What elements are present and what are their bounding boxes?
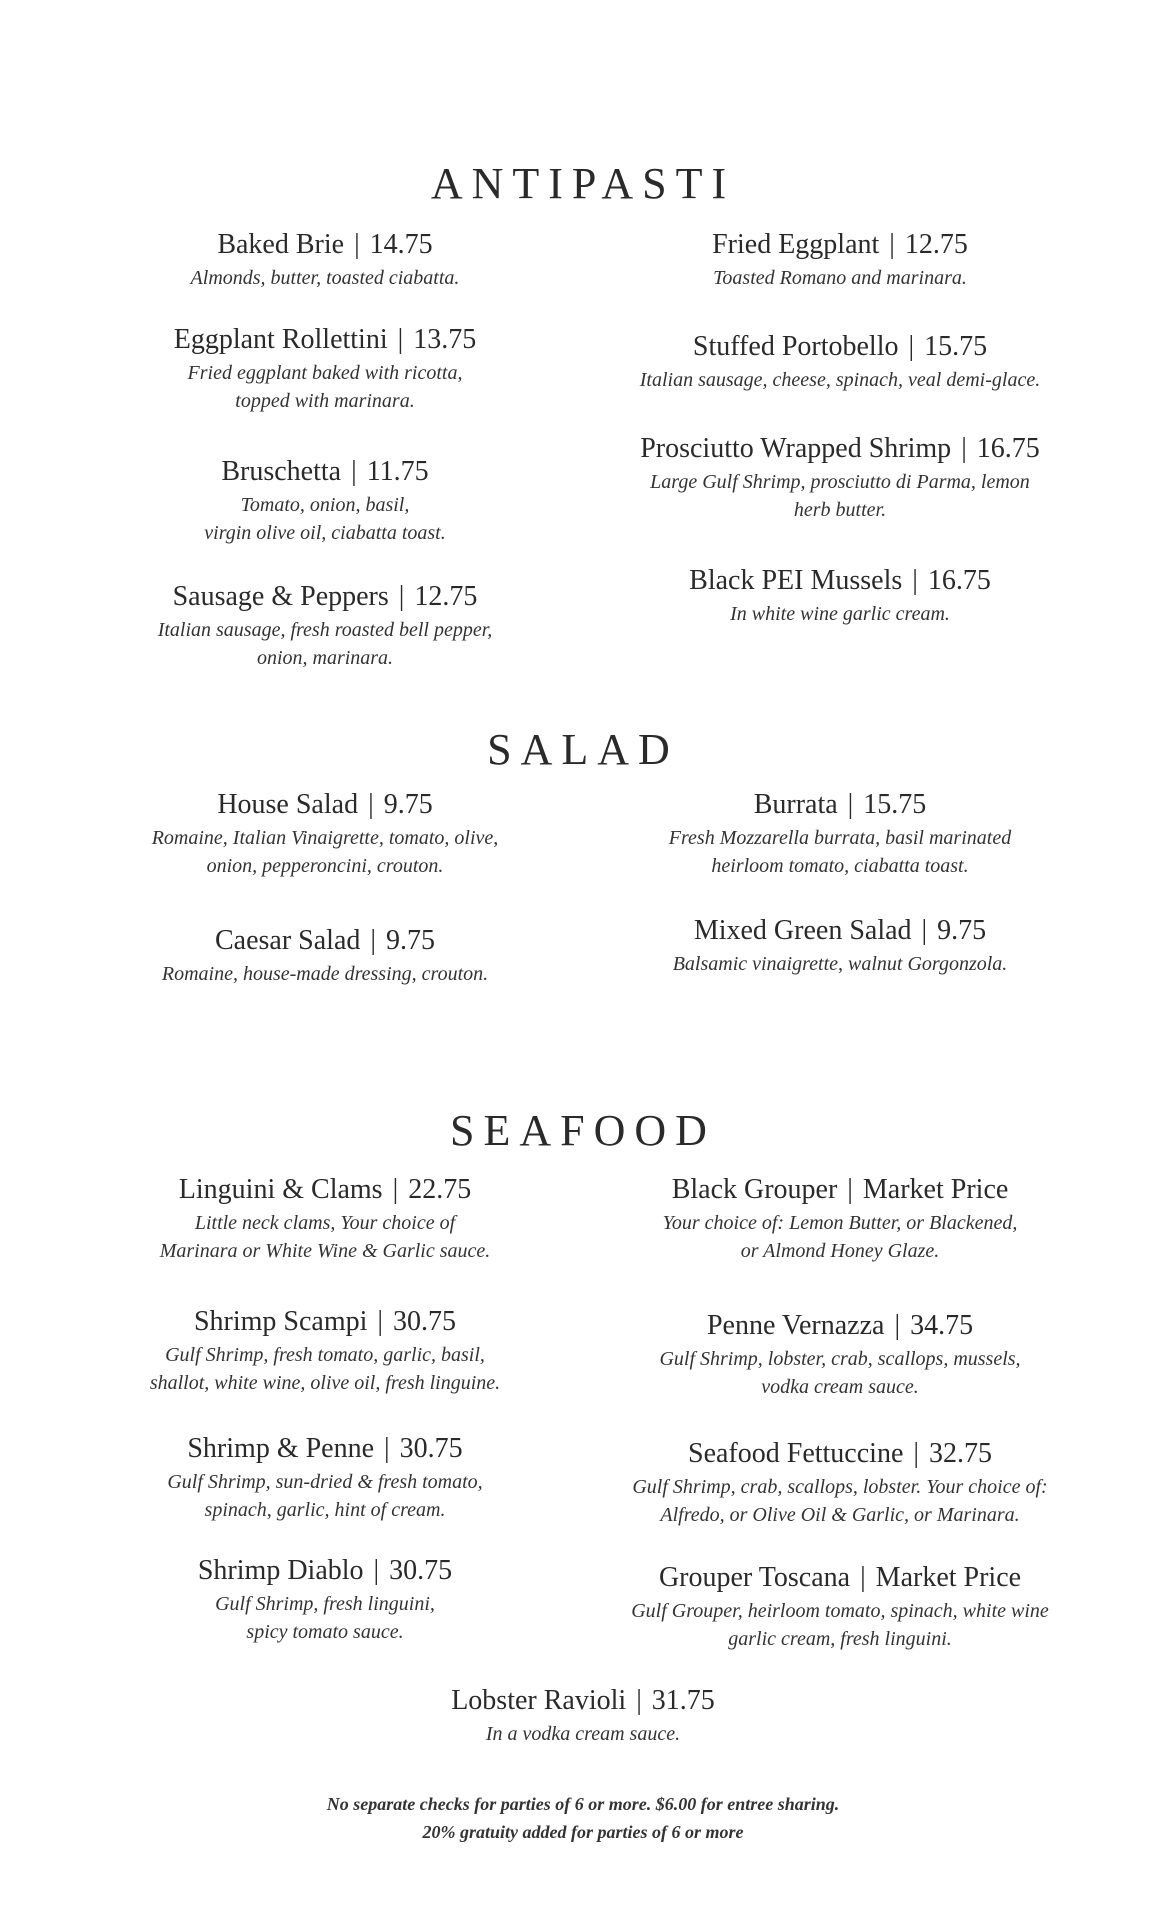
item-price: Market Price — [875, 1562, 1022, 1593]
menu-item — [100, 788, 550, 880]
item-description: Large Gulf Shrimp, prosciutto di Parma, lemon herb butter. — [650, 471, 1030, 521]
footer-line-1: No separate checks for parties of 6 or more. $6.00 for entree sharing. — [326, 1794, 840, 1814]
item-price: 34.75 — [910, 1310, 974, 1341]
menu-item — [600, 914, 1080, 978]
item-name: Sausage & Peppers — [172, 581, 389, 612]
price-separator: | — [912, 565, 918, 596]
item-name: Lobster Ravioli — [451, 1685, 627, 1716]
price-separator: | — [392, 1174, 399, 1205]
price-separator: | — [368, 789, 374, 820]
menu-item — [333, 1684, 833, 1748]
item-name: Bruschetta — [221, 456, 342, 487]
item-name: Black Grouper — [671, 1174, 838, 1205]
item-name-line — [100, 455, 550, 489]
item-name-line — [600, 330, 1080, 364]
price-separator: | — [370, 925, 376, 956]
item-description: Gulf Shrimp, fresh linguini, spicy tomato sauce. — [215, 1593, 435, 1643]
item-name-line — [600, 564, 1080, 598]
item-description: Italian sausage, fresh roasted bell pepper, onion, marinara. — [157, 619, 493, 669]
item-name: Caesar Salad — [215, 925, 361, 956]
menu-item — [600, 788, 1080, 880]
item-name-line — [333, 1684, 833, 1718]
menu-item — [600, 564, 1080, 628]
item-name-line — [600, 1437, 1080, 1471]
item-name-line — [600, 228, 1080, 262]
item-description: In a vodka cream sauce. — [485, 1723, 681, 1745]
menu-item — [600, 1561, 1080, 1653]
item-name-line — [100, 1173, 550, 1207]
item-description: Gulf Shrimp, sun-dried & fresh tomato, spinach, garlic, hint of cream. — [167, 1471, 483, 1521]
item-name: Eggplant Rollettini — [173, 324, 388, 355]
item-price: 9.75 — [383, 789, 433, 820]
item-price: 32.75 — [928, 1438, 992, 1469]
item-name: Stuffed Portobello — [692, 331, 899, 362]
item-name: Mixed Green Salad — [693, 915, 912, 946]
item-description: Fresh Mozzarella burrata, basil marinated heirloom tomato, ciabatta toast. — [668, 827, 1012, 877]
footer-note — [0, 1790, 1166, 1846]
item-name: Shrimp Diablo — [197, 1555, 364, 1586]
price-separator: | — [373, 1555, 380, 1586]
item-name-line — [100, 788, 550, 822]
item-name: Penne Vernazza — [706, 1310, 885, 1341]
item-name: Burrata — [753, 789, 838, 820]
price-separator: | — [894, 1310, 901, 1341]
item-name: Seafood Fettuccine — [688, 1438, 904, 1469]
menu-item — [600, 1437, 1080, 1529]
item-name-line — [100, 924, 550, 958]
item-price: 12.75 — [904, 229, 968, 260]
section-title-salad: SALAD — [487, 725, 679, 774]
price-separator: | — [860, 1562, 866, 1593]
item-description: Almonds, butter, toasted ciabatta. — [190, 267, 460, 289]
menu-item — [600, 1173, 1080, 1265]
item-description: Gulf Shrimp, fresh tomato, garlic, basil, shallot, white wine, olive oil, fresh linguine. — [149, 1344, 501, 1394]
item-description: Romaine, Italian Vinaigrette, tomato, olive, onion, pepperoncini, crouton. — [151, 827, 499, 877]
item-price: 15.75 — [924, 331, 988, 362]
menu-item — [100, 1554, 550, 1646]
item-name-line — [600, 1309, 1080, 1343]
price-separator: | — [636, 1685, 642, 1716]
item-name: Linguini & Clams — [178, 1174, 383, 1205]
item-name-line — [600, 1561, 1080, 1595]
item-name: Baked Brie — [217, 229, 345, 260]
item-price: 13.75 — [413, 324, 477, 355]
item-description: Italian sausage, cheese, spinach, veal demi-glace. — [639, 369, 1041, 391]
menu-item — [100, 1173, 550, 1265]
price-separator: | — [889, 229, 895, 260]
item-price: 31.75 — [651, 1685, 715, 1716]
item-description: Gulf Grouper, heirloom tomato, spinach, white wine garlic cream, fresh linguini. — [631, 1600, 1049, 1650]
menu-item — [600, 1309, 1080, 1401]
item-price: 30.75 — [389, 1555, 453, 1586]
price-separator: | — [908, 331, 915, 362]
price-separator: | — [961, 433, 967, 464]
item-name-line — [100, 1305, 550, 1339]
item-price: Market Price — [862, 1174, 1009, 1205]
item-name-line — [600, 914, 1080, 948]
price-separator: | — [397, 324, 404, 355]
menu-item — [100, 323, 550, 415]
item-price: 30.75 — [393, 1306, 457, 1337]
item-name-line — [100, 1432, 550, 1466]
item-price: 14.75 — [369, 229, 433, 260]
item-name: Shrimp Scampi — [193, 1306, 368, 1337]
price-separator: | — [847, 1174, 853, 1205]
item-name-line — [100, 1554, 550, 1588]
menu-item — [100, 455, 550, 547]
item-description: Gulf Shrimp, lobster, crab, scallops, mussels, vodka cream sauce. — [659, 1348, 1021, 1398]
menu-item — [600, 228, 1080, 292]
item-name: Prosciutto Wrapped Shrimp — [640, 433, 952, 464]
item-name: Black PEI Mussels — [689, 565, 903, 596]
section-title-antipasti: ANTIPASTI — [430, 159, 736, 208]
menu-item — [100, 580, 550, 672]
menu-item — [600, 432, 1080, 524]
item-name-line — [600, 432, 1080, 466]
menu-item — [100, 228, 550, 292]
item-price: 9.75 — [386, 925, 435, 956]
menu-item — [100, 1305, 550, 1397]
item-name: Shrimp & Penne — [187, 1433, 375, 1464]
item-price: 11.75 — [366, 456, 429, 487]
item-price: 16.75 — [927, 565, 991, 596]
menu-item — [100, 924, 550, 988]
item-name-line — [100, 580, 550, 614]
item-description: Toasted Romano and marinara. — [713, 267, 967, 289]
item-description: Tomato, onion, basil, virgin olive oil, ciabatta toast. — [204, 494, 446, 544]
price-separator: | — [913, 1438, 919, 1469]
item-price: 15.75 — [863, 789, 927, 820]
item-name: House Salad — [217, 789, 359, 820]
item-price: 30.75 — [399, 1433, 463, 1464]
item-name: Grouper Toscana — [658, 1562, 851, 1593]
price-separator: | — [398, 581, 405, 612]
item-name-line — [600, 1173, 1080, 1207]
price-separator: | — [377, 1306, 384, 1337]
item-name-line — [100, 323, 550, 357]
item-description: Little neck clams, Your choice of Marinara or White Wine & Garlic sauce. — [159, 1212, 491, 1262]
item-price: 16.75 — [976, 433, 1040, 464]
item-description: Gulf Shrimp, crab, scallops, lobster. Your choice of: Alfredo, or Olive Oil & Garlic, or Marinara. — [632, 1476, 1048, 1526]
price-separator: | — [354, 229, 360, 260]
item-price: 9.75 — [937, 915, 987, 946]
item-name-line — [100, 228, 550, 262]
item-description: Romaine, house-made dressing, crouton. — [161, 963, 489, 985]
item-description: In white wine garlic cream. — [730, 603, 950, 625]
menu-item — [100, 1432, 550, 1524]
section-title-seafood: SEAFOOD — [450, 1106, 716, 1155]
item-name: Fried Eggplant — [712, 229, 880, 260]
item-price: 22.75 — [408, 1174, 472, 1205]
item-description: Your choice of: Lemon Butter, or Blackened, or Almond Honey Glaze. — [662, 1212, 1018, 1262]
price-separator: | — [921, 915, 928, 946]
item-description: Fried eggplant baked with ricotta, topped with marinara. — [187, 362, 463, 412]
item-name-line — [600, 788, 1080, 822]
price-separator: | — [384, 1433, 390, 1464]
item-description: Balsamic vinaigrette, walnut Gorgonzola. — [672, 953, 1008, 975]
price-separator: | — [847, 789, 854, 820]
footer-line-2: 20% gratuity added for parties of 6 or more — [422, 1822, 744, 1842]
menu-item — [600, 330, 1080, 394]
price-separator: | — [351, 456, 357, 487]
item-price: 12.75 — [414, 581, 478, 612]
